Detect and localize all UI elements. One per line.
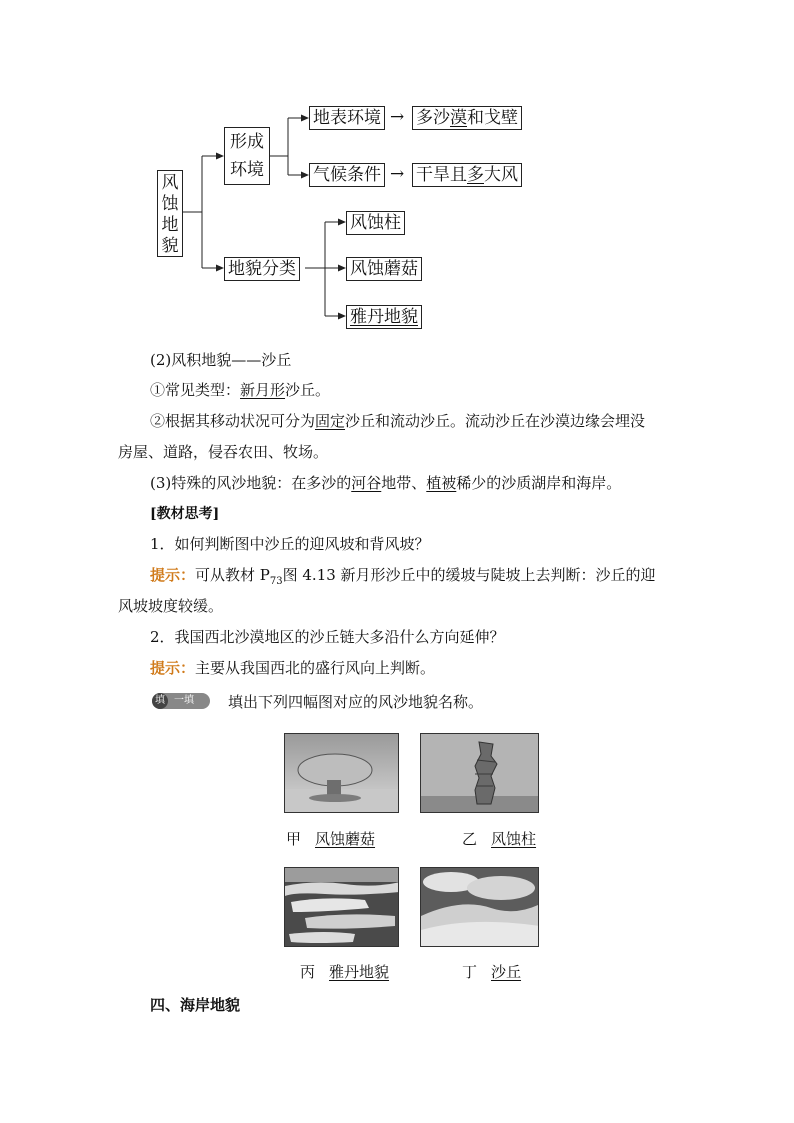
arrow-climate: →: [390, 164, 405, 184]
sec2-title: (2)风积地貌——沙丘: [150, 351, 292, 369]
a1-post: 图 4.13 新月形沙丘中的缓坡与陡坡上去判断：沙丘的迎: [282, 566, 656, 584]
sec3-text: [150, 468, 710, 498]
caption-label: 乙: [462, 830, 478, 848]
windy-box: [412, 163, 522, 187]
item1-answer: 新月形: [240, 381, 286, 399]
think-a1-cont: 风坡坡度较缓。: [118, 597, 224, 615]
fill-instruction: 填出下列四幅图对应的风沙地貌名称。: [228, 693, 484, 711]
think-q2: 2．我国西北沙漠地区的沙丘链大多沿什么方向延伸？: [150, 628, 505, 646]
sec3-pre: (3)特殊的风沙地貌：在多沙的: [150, 474, 352, 492]
windy-text-a: 干旱且: [416, 165, 467, 185]
caption-jia: [286, 828, 375, 850]
desert-text-a: 多沙: [416, 108, 450, 128]
windy-text-underline: 多: [467, 165, 484, 185]
item2-answer: 固定: [315, 412, 346, 430]
mushroom-box: 风蚀蘑菇: [346, 257, 422, 281]
desert-text-c: 和戈壁: [467, 108, 518, 128]
sec2-item2: [150, 406, 710, 436]
desert-box: [412, 106, 522, 130]
formation-line1: 形成: [230, 132, 264, 152]
formation-line2: 环境: [230, 160, 264, 180]
a1-pre: 可从教材 P: [195, 566, 270, 584]
sec2-item1: [150, 375, 710, 405]
caption-label: 丙: [300, 963, 316, 981]
root-char: 风: [161, 173, 179, 193]
sec4-title: 四、海岸地貌: [150, 996, 241, 1014]
root-char: 蚀: [161, 194, 179, 214]
think-header: [教材思考]: [150, 506, 220, 522]
arrow-surface: →: [390, 107, 405, 127]
root-char: 地: [161, 215, 179, 235]
photo-yardang: [284, 867, 399, 947]
caption-label: 丁: [462, 963, 478, 981]
hint-label: 提示：: [150, 566, 196, 584]
formation-box: [224, 127, 270, 185]
photo-mushroom-rock: [284, 733, 399, 813]
surface-box: 地表环境: [309, 106, 385, 130]
item2-post: 沙丘和流动沙丘。流动沙丘在沙漠边缘会埋没: [345, 412, 646, 430]
sec3-post: 稀少的沙质湖岸和海岸。: [456, 474, 622, 492]
photo-wind-pillar: [420, 733, 539, 813]
root-box: [157, 170, 183, 257]
sec3-mid: 地带、: [381, 474, 427, 492]
pillar-box: 风蚀柱: [346, 211, 405, 235]
think-q1: 1．如何判断图中沙丘的迎风坡和背风坡？: [150, 535, 430, 553]
caption-yi: [462, 828, 536, 850]
item1-post: 沙丘。: [285, 381, 331, 399]
windy-text-c: 大风: [484, 165, 518, 185]
sec3-answer1: 河谷: [351, 474, 382, 492]
caption-label: 甲: [286, 830, 302, 848]
classification-box: 地貌分类: [224, 257, 300, 281]
yardang-text: 雅丹地貌: [350, 307, 418, 327]
climate-box: 气候条件: [309, 163, 385, 187]
fill-badge: [152, 693, 210, 709]
sec2-item2-cont: 房屋、道路，侵吞农田、牧场。: [118, 443, 329, 461]
sec3-answer2: 植被: [426, 474, 457, 492]
root-char: 貌: [161, 236, 179, 256]
caption-answer: 雅丹地貌: [329, 963, 390, 981]
item2-pre: ②根据其移动状况可分为: [150, 412, 316, 430]
desert-text-underline: 漠: [450, 108, 467, 128]
caption-answer: 风蚀柱: [491, 830, 537, 848]
item1-pre: ①常见类型：: [150, 381, 241, 399]
hint-label: 提示：: [150, 659, 196, 677]
a2-text: 主要从我国西北的盛行风向上判断。: [195, 659, 436, 677]
a1-page-sub: 73: [269, 576, 283, 587]
yardang-box: [346, 305, 422, 329]
photo-sand-dune: [420, 867, 539, 947]
caption-answer: 沙丘: [491, 963, 522, 981]
caption-answer: 风蚀蘑菇: [315, 830, 376, 848]
caption-bing: [300, 961, 389, 983]
think-a2: [150, 653, 710, 683]
caption-ding: [462, 961, 521, 983]
badge-text: 一填: [174, 695, 194, 706]
badge-circle: 填: [152, 693, 168, 709]
